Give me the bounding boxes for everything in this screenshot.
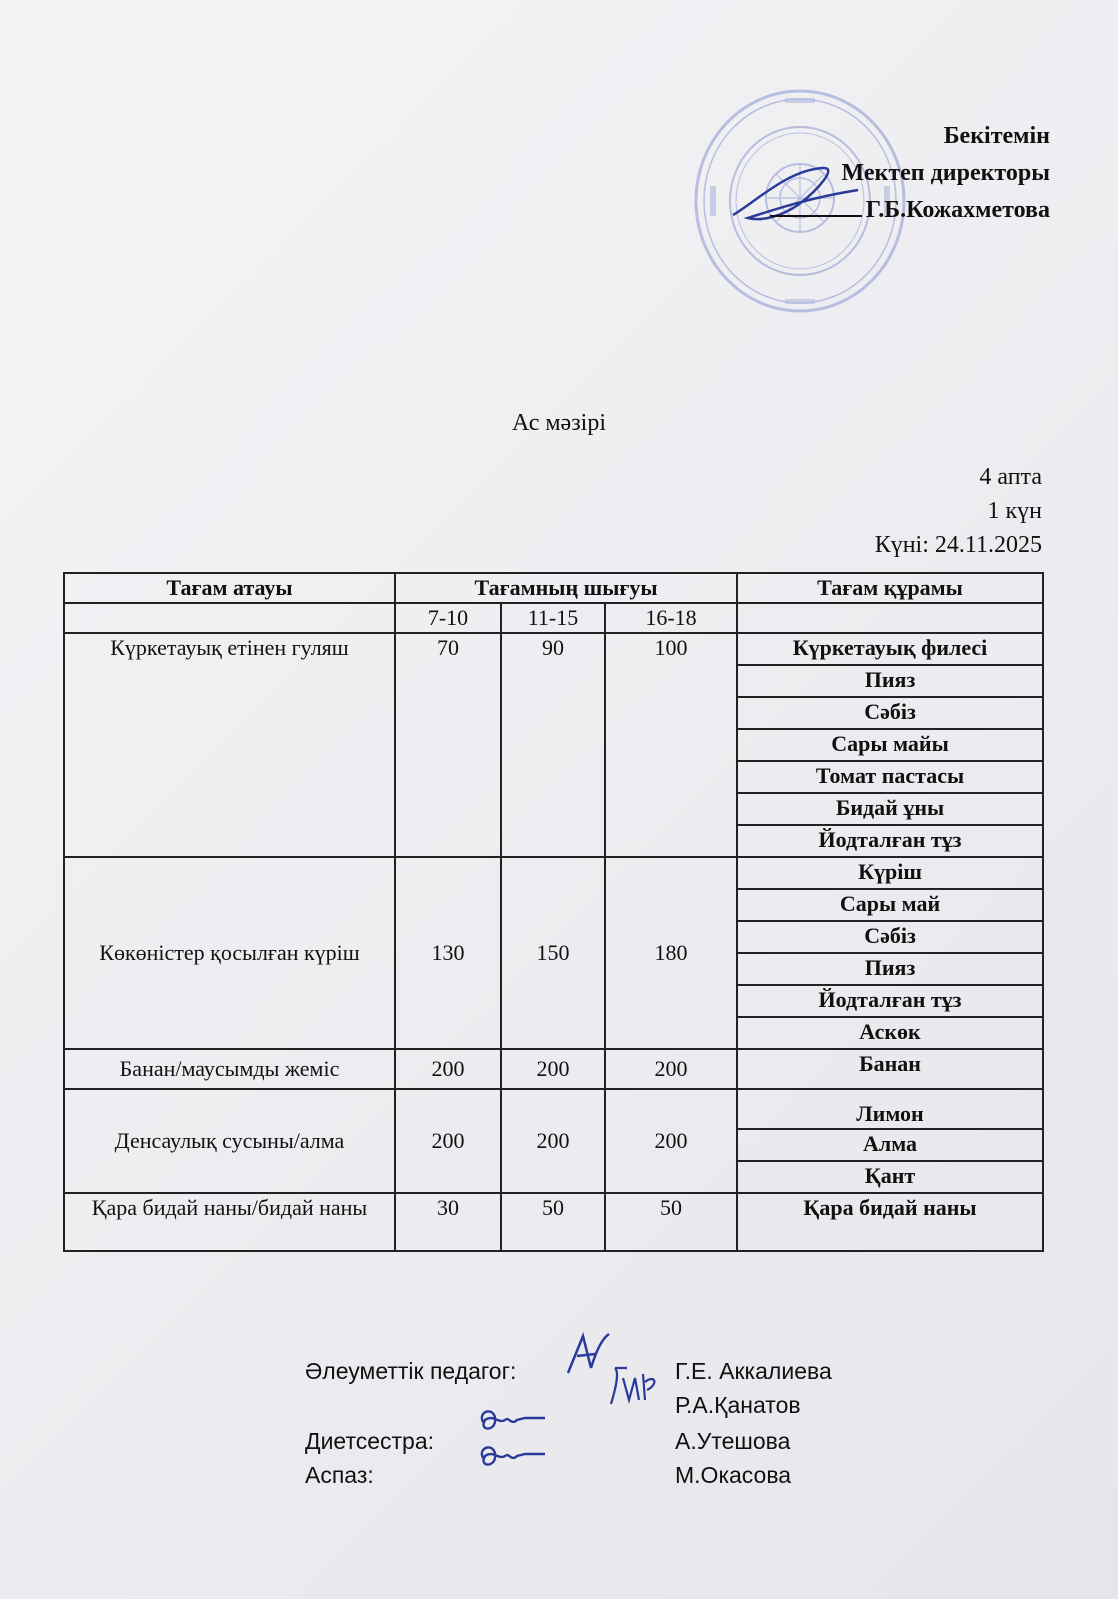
ingredient: Пияз [737, 953, 1043, 985]
ingredient: Сәбіз [737, 697, 1043, 729]
signature-role: Диетсестра: [305, 1428, 435, 1454]
ingredient: Күріш [737, 857, 1043, 889]
signature-role: Әлеуметтік педагог: [305, 1358, 517, 1384]
portion-7-10: 70 [395, 633, 501, 857]
table-row [64, 1089, 1043, 1129]
portion-7-10: 200 [395, 1089, 501, 1193]
age-empty-cell [737, 603, 1043, 633]
ingredient: Күркетауық филесі [737, 633, 1043, 665]
portion-16-18: 200 [605, 1049, 737, 1089]
age-empty-cell [64, 603, 395, 633]
portion-16-18: 180 [605, 857, 737, 1049]
ingredient: Сәбіз [737, 921, 1043, 953]
age-group: 7-10 [395, 603, 501, 633]
ingredient: Банан [737, 1049, 1043, 1089]
signature-role: Аспаз: [305, 1462, 374, 1488]
dish-name: Денсаулық сусыны/алма [64, 1089, 395, 1193]
ingredient: Аскөк [737, 1017, 1043, 1049]
age-group: 11-15 [501, 603, 605, 633]
signature-name: А.Утешова [675, 1428, 791, 1454]
signature-name: Г.Е. Аккалиева [675, 1358, 832, 1384]
signature-line [770, 215, 862, 217]
portion-16-18: 100 [605, 633, 737, 857]
table-row [64, 633, 1043, 665]
director-name: Г.Б.Кожахметова [865, 197, 1050, 223]
ingredient: Пияз [737, 665, 1043, 697]
header-dish-name: Тағам атауы [64, 573, 395, 603]
header-composition: Тағам құрамы [737, 573, 1043, 603]
portion-7-10: 130 [395, 857, 501, 1049]
ingredient: Сары май [737, 889, 1043, 921]
week-label: 4 апта [979, 464, 1042, 490]
header-output: Тағамның шығуы [395, 573, 737, 603]
ingredient: Йодталған тұз [737, 825, 1043, 857]
ingredient: Қант [737, 1161, 1043, 1193]
ingredient: Бидай ұны [737, 793, 1043, 825]
menu-table [63, 572, 1044, 1252]
ingredient: Лимон [737, 1089, 1043, 1129]
date-label: Күні: 24.11.2025 [874, 532, 1042, 558]
menu-meta [875, 460, 1042, 562]
portion-7-10: 200 [395, 1049, 501, 1089]
portion-11-15: 200 [501, 1049, 605, 1089]
table-row [64, 1049, 1043, 1089]
signature-icon [475, 1436, 555, 1476]
dish-name: Күркетауық етінен гуляш [64, 633, 395, 857]
ingredient: Томат пастасы [737, 761, 1043, 793]
approval-heading: Бекітемін [943, 123, 1050, 149]
dish-name: Банан/маусымды жеміс [64, 1049, 395, 1089]
table-row [64, 1193, 1043, 1251]
signature-name: М.Окасова [675, 1462, 792, 1488]
portion-11-15: 90 [501, 633, 605, 857]
approval-position: Мектеп директоры [841, 160, 1050, 186]
ingredient: Сары майы [737, 729, 1043, 761]
signature-name: Р.А.Қанатов [675, 1392, 801, 1418]
day-label: 1 күн [987, 498, 1042, 524]
portion-11-15: 150 [501, 857, 605, 1049]
table-row [64, 857, 1043, 889]
ingredient: Йодталған тұз [737, 985, 1043, 1017]
portion-11-15: 200 [501, 1089, 605, 1193]
approval-block [770, 118, 1050, 229]
ingredient: Алма [737, 1129, 1043, 1161]
portion-16-18: 50 [605, 1193, 737, 1251]
portion-7-10: 30 [395, 1193, 501, 1251]
ingredient: Қара бидай наны [737, 1193, 1043, 1251]
page-title: Ас мәзірі [511, 410, 607, 436]
approval-director [770, 192, 1050, 229]
portion-11-15: 50 [501, 1193, 605, 1251]
signature-icon [605, 1364, 665, 1414]
portion-16-18: 200 [605, 1089, 737, 1193]
dish-name: Көкөністер қосылған күріш [64, 857, 395, 1049]
age-group: 16-18 [605, 603, 737, 633]
dish-name: Қара бидай наны/бидай наны [64, 1193, 395, 1251]
signature-icon [475, 1400, 555, 1440]
